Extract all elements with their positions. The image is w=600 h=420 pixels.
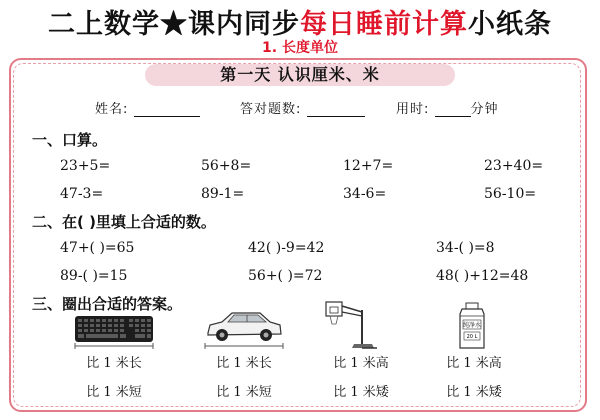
hoop-option-tall[interactable]: 比 1 米高 [333,356,389,371]
name-label: 姓名: [95,102,129,117]
oral-item: 56+8= [201,158,252,174]
oral-item: 47-3= [60,186,104,202]
basketball-hoop-icon [322,300,382,352]
correct-count-field [240,98,365,117]
fill-item: 34-( )=8 [436,240,495,256]
car-option-long[interactable]: 比 1 米长 [216,356,272,371]
title-part-1: 二上数学★课内同步 [48,9,300,40]
fill-item: 47+( )=65 [60,240,135,256]
day-banner: 第一天 认识厘米、米 [145,64,455,86]
oral-item: 89-1= [201,186,245,202]
section2-heading: 二、在( )里填上合适的数。 [32,213,216,231]
bottle-label-volume: 20 L [466,334,478,340]
bottle-label-brand: 纯净水 [462,322,482,329]
fill-item: 89-( )=15 [60,268,128,284]
name-field [95,98,200,117]
oral-item: 56-10= [484,186,537,202]
keyboard-option-long[interactable]: 比 1 米长 [86,356,142,371]
bottle-option-short[interactable]: 比 1 米矮 [446,385,502,400]
time-blank[interactable] [435,102,471,117]
correct-label: 答对题数: [240,102,302,117]
time-field [396,98,499,117]
title-part-2: 小纸条 [468,9,552,40]
unit-subtitle: 1. 长度单位 [262,40,338,56]
time-label: 用时: [396,102,430,117]
bottle-option-tall[interactable]: 比 1 米高 [446,356,502,371]
section1-heading: 一、口算。 [32,131,108,149]
title-part-red: 每日睡前计算 [300,9,468,40]
car-option-short[interactable]: 比 1 米短 [216,385,272,400]
fill-item: 48( )+12=48 [436,268,529,284]
correct-blank[interactable] [307,102,365,117]
keyboard-option-short[interactable]: 比 1 米短 [86,385,142,400]
keyboard-icon [74,315,154,349]
oral-item: 23+40= [484,158,544,174]
oral-item: 23+5= [60,158,111,174]
minutes-label: 分钟 [470,102,499,117]
name-blank[interactable] [134,102,200,117]
worksheet-title [0,2,600,41]
fill-item: 56+( )=72 [248,268,323,284]
oral-item: 12+7= [343,158,394,174]
water-bottle-icon [452,302,492,350]
fill-item: 42( )-9=42 [248,240,325,256]
section3-heading: 三、圈出合适的答案。 [32,295,183,313]
hoop-option-short[interactable]: 比 1 米矮 [333,385,389,400]
oral-item: 34-6= [343,186,387,202]
car-icon [204,307,284,349]
